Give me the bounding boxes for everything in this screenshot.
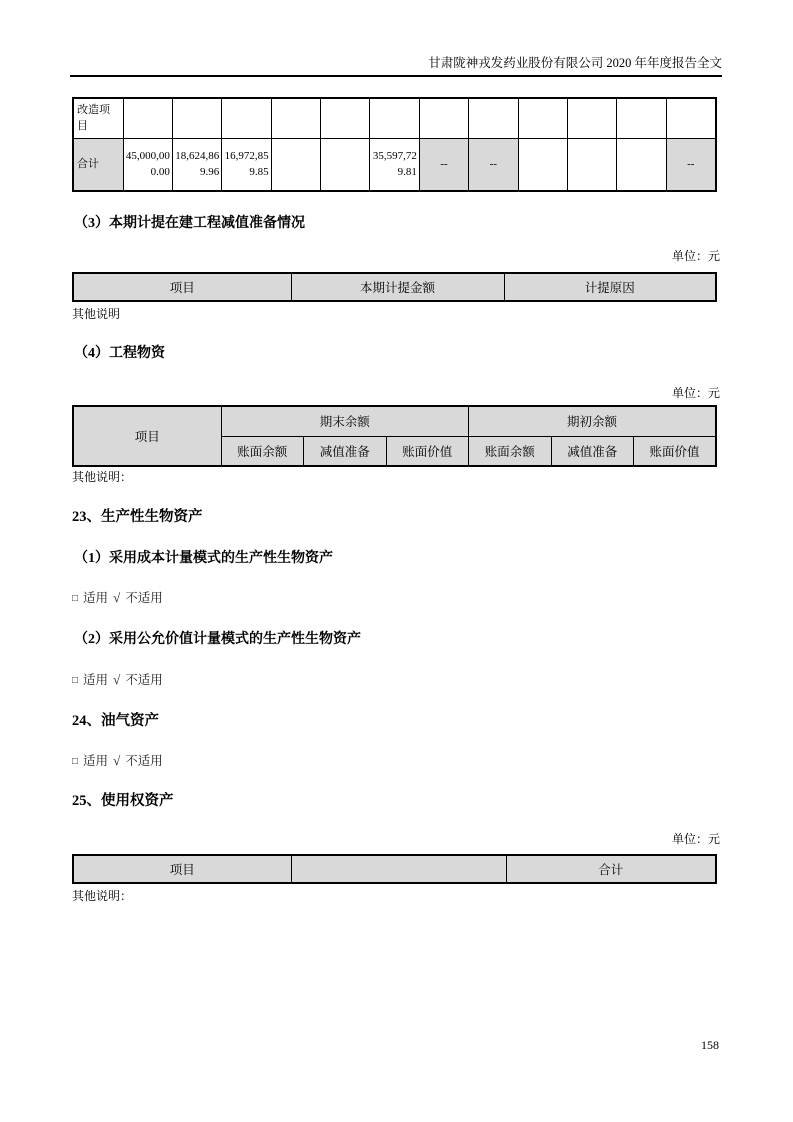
column-header-blank xyxy=(291,855,506,883)
table-cell xyxy=(419,98,468,138)
table-cell xyxy=(271,138,320,191)
column-header-reason: 计提原因 xyxy=(504,273,716,301)
table-cell xyxy=(271,98,320,138)
applicable-label: 适用 xyxy=(83,754,109,768)
section25-unit-label: 单位：元 xyxy=(671,832,720,846)
section23-sub1-heading: （1）采用成本计量模式的生产性生物资产 xyxy=(74,551,333,566)
engineering-materials-table xyxy=(72,405,717,467)
table-cell xyxy=(321,138,370,191)
section4-heading: （4）工程物资 xyxy=(74,346,165,361)
section3-note: 其他说明 xyxy=(72,307,121,321)
column-header-item: 项目 xyxy=(73,273,291,301)
impairment-provision-table xyxy=(72,272,717,302)
section4-note: 其他说明： xyxy=(72,470,133,484)
section23-sub2-heading: （2）采用公允价值计量模式的生产性生物资产 xyxy=(74,632,361,647)
table-row-project xyxy=(73,98,716,138)
section23-heading: 23、生产性生物资产 xyxy=(72,509,203,525)
table-cell: 45,000,000.00 xyxy=(123,138,172,191)
subheader-book-balance: 账面余额 xyxy=(469,436,552,466)
table-cell: 35,597,729.81 xyxy=(370,138,419,191)
column-group-period-begin: 期初余额 xyxy=(469,406,717,436)
table-cell: 18,624,869.96 xyxy=(172,138,221,191)
table-cell xyxy=(518,98,567,138)
section3-unit-label: 单位：元 xyxy=(671,249,720,263)
document-header-title: 甘肃陇神戎发药业股份有限公司 2020 年年度报告全文 xyxy=(428,56,722,70)
header-divider xyxy=(70,75,722,77)
column-header-item: 项目 xyxy=(73,855,291,883)
column-header-item: 项目 xyxy=(73,406,221,466)
table-cell: 16,972,859.85 xyxy=(222,138,271,191)
table-cell xyxy=(568,98,617,138)
column-group-period-end: 期末余额 xyxy=(221,406,469,436)
page-number: 158 xyxy=(701,1038,719,1052)
column-header-amount: 本期计提金额 xyxy=(291,273,504,301)
table-cell: -- xyxy=(469,138,518,191)
table-header-row xyxy=(73,273,716,301)
section24-heading: 24、油气资产 xyxy=(72,713,159,729)
table-cell xyxy=(617,98,666,138)
applicable-label: 适用 xyxy=(83,673,109,687)
table-row-total xyxy=(73,138,716,191)
table-cell xyxy=(568,138,617,191)
not-applicable-label: 不适用 xyxy=(125,591,163,605)
construction-in-progress-table xyxy=(72,97,717,192)
table-cell xyxy=(123,98,172,138)
table-header-row xyxy=(73,855,716,883)
checkbox-unchecked-icon: □ xyxy=(72,675,79,686)
applicability-line xyxy=(72,753,163,771)
table-cell: -- xyxy=(666,138,715,191)
table-cell xyxy=(321,98,370,138)
cell-project-label: 改造项目 xyxy=(73,98,123,138)
table-cell: -- xyxy=(419,138,468,191)
table-cell xyxy=(617,138,666,191)
not-applicable-label: 不适用 xyxy=(125,673,163,687)
section25-heading: 25、使用权资产 xyxy=(72,793,174,809)
not-applicable-label: 不适用 xyxy=(125,754,163,768)
check-mark-icon: √ xyxy=(113,590,121,605)
subheader-impairment: 减值准备 xyxy=(304,436,387,466)
table-cell xyxy=(469,98,518,138)
table-cell xyxy=(518,138,567,191)
column-header-total: 合计 xyxy=(506,855,716,883)
right-of-use-assets-table xyxy=(72,854,717,884)
table-cell xyxy=(666,98,715,138)
check-mark-icon: √ xyxy=(113,753,121,768)
applicability-line xyxy=(72,590,163,608)
applicable-label: 适用 xyxy=(83,591,109,605)
checkbox-unchecked-icon: □ xyxy=(72,593,79,604)
subheader-book-value: 账面价值 xyxy=(634,436,717,466)
subheader-book-balance: 账面余额 xyxy=(221,436,304,466)
checkbox-unchecked-icon: □ xyxy=(72,756,79,767)
table-cell xyxy=(370,98,419,138)
section3-heading: （3）本期计提在建工程减值准备情况 xyxy=(74,216,305,231)
table-header-row xyxy=(73,406,716,436)
check-mark-icon: √ xyxy=(113,672,121,687)
section4-unit-label: 单位：元 xyxy=(671,386,720,400)
table-cell xyxy=(172,98,221,138)
applicability-line xyxy=(72,672,163,690)
subheader-book-value: 账面价值 xyxy=(386,436,469,466)
section25-note: 其他说明： xyxy=(72,889,133,903)
subheader-impairment: 减值准备 xyxy=(551,436,634,466)
cell-total-label: 合计 xyxy=(73,138,123,191)
table-cell xyxy=(222,98,271,138)
